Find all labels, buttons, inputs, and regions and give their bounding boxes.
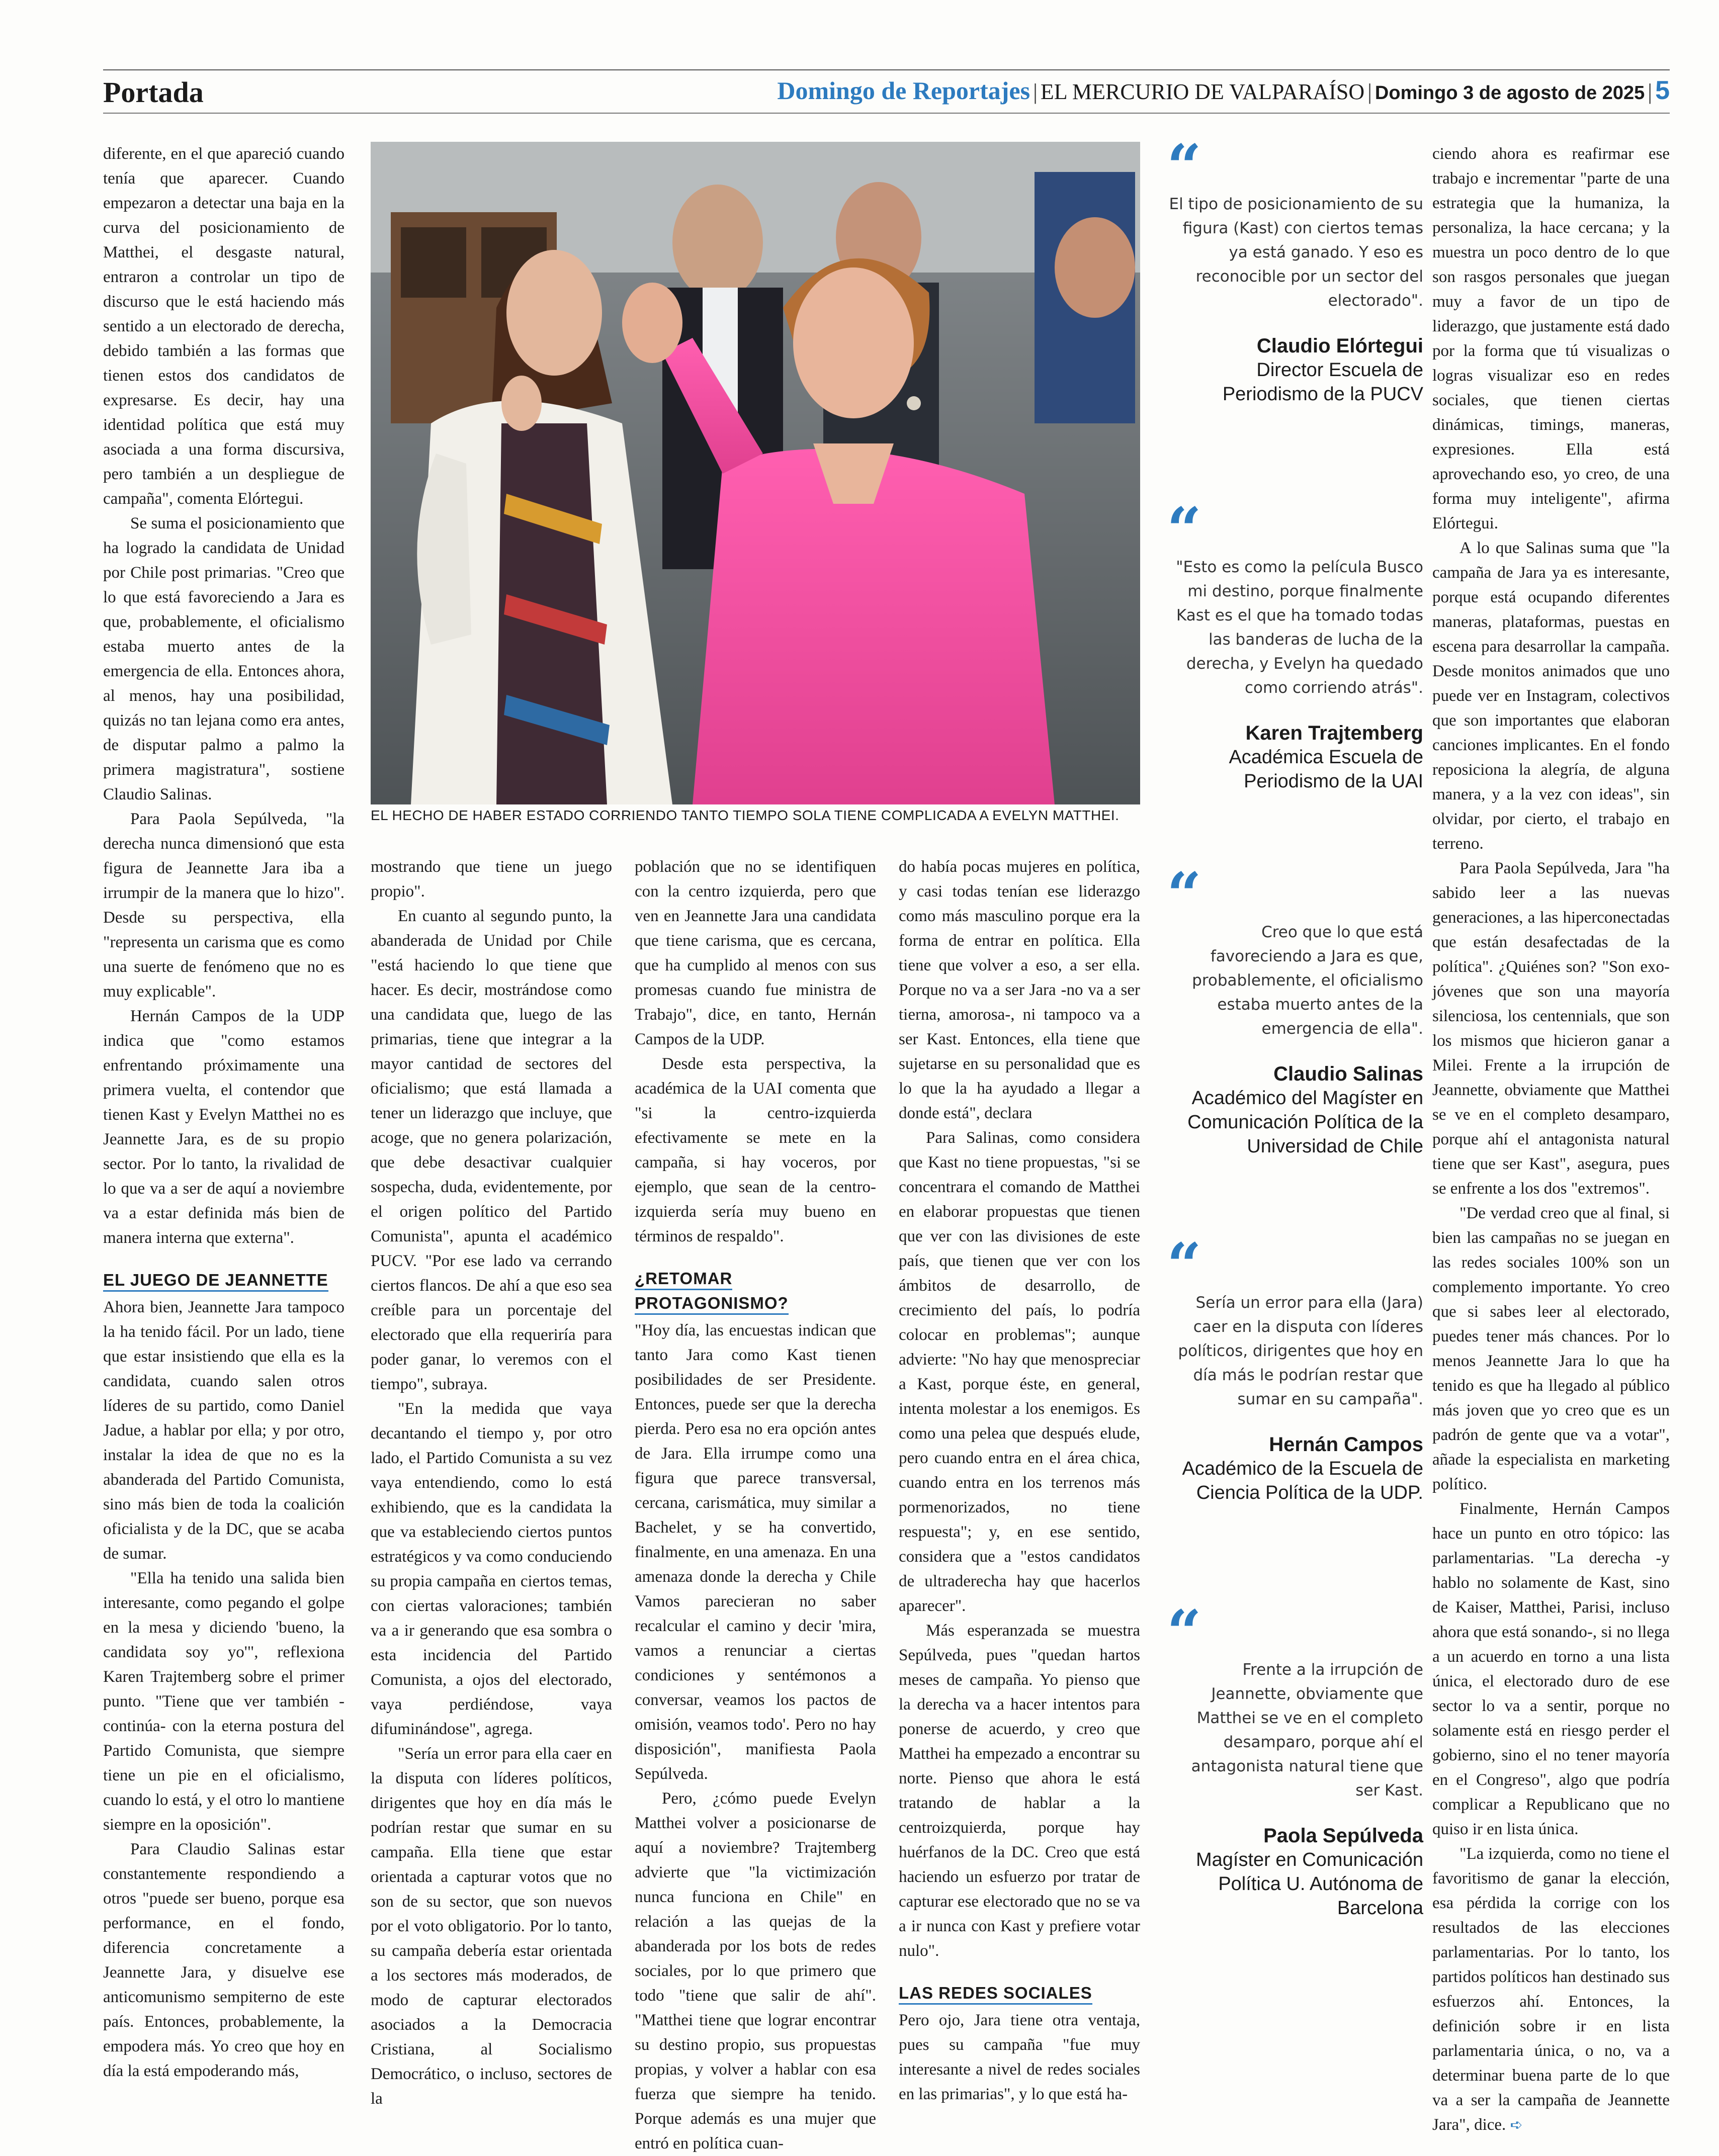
paragraph: mostrando que tiene un juego propio". (371, 858, 612, 901)
header-bottom-rule (103, 113, 1670, 114)
subheading-el-juego: EL JUEGO DE JEANNETTE (103, 1268, 345, 1292)
quote-mark-icon: “ (1167, 859, 1202, 930)
paragraph-text: "La izquierda, como no tiene el favoritismo de ganar la elección, esa pérdida la corrige con los resultados de las elecciones parlamentarias. Por lo tanto, los partidos políticos han destinado sus esfuerzos ahí. Entonces, la definición sobre ir en lista parlamentaria única, o no, va a determinar buena parte de lo que va a ser la campaña de Jeannette Jara", dice. (1432, 1845, 1670, 2134)
newspaper-name: EL MERCURIO DE VALPARAÍSO (1040, 79, 1365, 104)
paragraph: "Sería un error para ella caer en la disputa con líderes políticos, dirigentes que hoy en día más le podrían restar que sumar en su campaña. Ella tiene que estar orientada a capturar votos que no son de su sector, que son nuevos por el voto obligatorio. Por lo tanto, su campaña debería estar orientada a los sectores más moderados, de modo de capturar electorados asociados a la Democracia Cristiana, al Socialismo Democrático, o incluso, sectores de la (371, 1745, 612, 2108)
paragraph: Para Claudio Salinas estar constantemente respondiendo a otros "puede ser bueno, porque esa performance, en el fondo, diferencia concretamente a Jeannette Jara, y disuelve ese anticomunismo sempiterno de este país. Entonces, probablemente, la empodera más. Yo creo que hoy en día la está empoderando más, (103, 1840, 345, 2080)
photo-candidates-image (371, 142, 1140, 804)
paragraph: población que no se identifiquen con la centro izquierda, pero que ven en Jeannette Jara una candidata que tiene carisma, que es cercana, que ha cumplido al menos con sus promesas cuando fue ministra de Trabajo", dice, en tanto, Hernán Campos de la UDP. (635, 858, 876, 1048)
quote-text: Creo que lo que está favoreciendo a Jara es que, probablemente, el oficialismo estaba muerto antes de la emergencia de ella". (1192, 923, 1423, 1038)
paragraph: Se suma el posicionamiento que ha logrado la candidata de Unidad por Chile post primarias. "Creo que lo que está favoreciendo a Jara es que, probablemente, el oficialismo estaba muerto antes de la emergencia de ella. Entonces ahora, al menos, hay una posibilidad, quizás no tan lejana como era antes, de disputar palmo a palmo la primera magistratura", sostiene Claudio Salinas. (103, 514, 345, 803)
quote-author: Karen Trajtemberg (1245, 722, 1423, 744)
paragraph: Pero, ¿cómo puede Evelyn Matthei volver a posicionarse de aquí a noviembre? Trajtemberg advierte que "la victimización nunca funciona en Chile" en relación a las quejas de la abanderada por los bots de redes sociales, por lo que primero que todo "tiene que salir de ahí". "Matthei tiene que lograr encontrar su destino propio, sus propuestas propias, y volver a hablar con esa fuerza que siempre ha tenido. Porque además es una mujer que entró en política cuan- (635, 1789, 876, 2152)
article-column-6 (1432, 142, 1670, 2137)
quote-mark-icon: “ (1167, 1597, 1202, 1668)
paragraph: ciendo ahora es reafirmar ese trabajo e incrementar "parte de una estrategia que la humaniza, la personaliza, la hace cercana; y la muestra un poco dentro de lo que son rasgos personales que juegan muy a favor de un tipo de liderazgo, que justamente está dado por la forma que tú visualizas o logras visualizar eso en redes sociales, que tienen ciertas dinámicas, timings, maneras, expresiones. Ella está aprovechando eso, yo creo, de una forma muy inteligente", afirma Elórtegui. (1432, 145, 1670, 532)
subheading-redes-sociales: LAS REDES SOCIALES (899, 1981, 1140, 2005)
subheading-retomar-protagonismo: ¿RETOMAR PROTAGONISMO? (635, 1266, 876, 1315)
paragraph: "De verdad creo que al final, si bien las campañas no se juegan en las redes sociales 100% son un complemento importante. Yo creo que si sabes leer al electorado, puedes tener más chances. Por lo menos Jeannette Jara lo que ha tenido es que ha llegado al público más joven que yo creo que es un padrón de gente que va a votar", añade la especialista en marketing político. (1432, 1204, 1670, 1493)
paragraph: Pero ojo, Jara tiene otra ventaja, pues su campaña "fue muy interesante a nivel de redes sociales en las primarias", y lo que está ha- (899, 2011, 1140, 2103)
quote-text: Sería un error para ella (Jara) caer en la disputa con líderes políticos, dirigentes que hoy en día más le podrían restar que sumar en su campaña". (1178, 1294, 1423, 1408)
issue-date: Domingo 3 de agosto de 2025 (1374, 82, 1645, 104)
article-column-4 (899, 855, 1140, 2107)
supplement-name: Domingo de Reportajes (777, 76, 1030, 105)
quote-author-role: Magíster en Comunicación Política U. Autónoma de Barcelona (1196, 1849, 1423, 1919)
page-header (103, 64, 1670, 111)
quote-author: Paola Sepúlveda (1263, 1825, 1423, 1847)
pull-quote (1167, 494, 1423, 793)
paragraph: En cuanto al segundo punto, la abanderada de Unidad por Chile "está haciendo lo que tiene que hacer. Es decir, mostrándose como una candidata que, luego de las primarias, tiene que integrar a la mayor cantidad de sectores del oficialismo; que está llamada a tener un liderazgo que incluye, que acoge, que no genera polarización, que debe desactivar cualquier sospecha, duda, evidentemente, por el origen político del Partido Comunista", apunta el académico PUCV. "Por ese lado va cerrando ciertos flancos. De ahí a que eso sea creíble para un porcentaje del electorado que ella requeriría para poder ganar, lo veremos con el tiempo", subraya. (371, 907, 612, 1393)
quote-mark-icon: “ (1167, 1230, 1202, 1301)
article-column-2 (371, 855, 612, 2111)
paragraph: "En la medida que vaya decantando el tiempo y, por otro lado, el Partido Comunista a su vez vaya entendiendo, como lo está exhibiendo, que es la candidata la que va estableciendo ciertos puntos estratégicos y va como conduciendo su propia campaña en ciertos temas, con ciertas valoraciones; también va a ir generando que esa sombra o esta incidencia del Partido Comunista, a ojos del electorado, vaya perdiéndose, vaya difuminándose", agrega. (371, 1400, 612, 1738)
article-column-1 (103, 142, 345, 2084)
quote-text: El tipo de posicionamiento de su figura (Kast) con ciertos temas ya está ganado. Y eso es reconocible por un sector del electorado". (1169, 195, 1423, 310)
paragraph: diferente, en el que apareció cuando tenía que aparecer. Cuando empezaron a detectar una baja en la curva del posicionamiento de Matthei, el desgaste natural, entraron a controlar un tipo de discurso que le está haciendo más sentido a un electorado de derecha, debido también a las formas que tienen estos dos candidatos de expresarse. Es decir, hay una identidad política que está muy asociada a una forma discursiva, pero también a un despliegue de campaña", comenta Elórtegui. (103, 145, 345, 508)
paragraph: A lo que Salinas suma que "la campaña de Jara ya es interesante, porque está ocupando diferentes maneras, plataformas, puestas en escena para desarrollar la campaña. Desde monitos animados que uno puede ver en Instagram, colectivos que son importantes que elaboran canciones implicantes. En el fondo reposiciona la alegría, de alguna manera, y a la vez con ideas", sin olvidar, por cierto, el trabajo en terreno. (1432, 539, 1670, 853)
page-number: 5 (1655, 76, 1670, 105)
photo-caption: EL HECHO DE HABER ESTADO CORRIENDO TANTO TIEMPO SOLA TIENE COMPLICADA A EVELYN MATTHEI. (371, 807, 1120, 823)
quote-author-role: Director Escuela de Periodismo de la PUCV (1222, 360, 1423, 405)
paragraph: "Hoy día, las encuestas indican que tanto Jara como Kast tienen posibilidades de ser Presidente. Entonces, puede ser que la derecha pierda. Pero esa no era opción antes de Jara. Ella irrumpe como una figura que parece transversal, cercana, carismática, muy similar a Bachelet, y se ha convertido, finalmente, en una amenaza. En una amenaza donde la derecha y Chile Vamos parecieran no saber recalcular el camino y decir 'mira, vamos a renunciar a ciertas condiciones y sentémonos a conversar, veamos los pactos de omisión, veamos todo'. Pero no hay disposición", manifiesta Paola Sepúlveda. (635, 1321, 876, 1783)
masthead: Domingo de Reportajes | EL MERCURIO DE VALPARAÍSO | Domingo 3 de agosto de 2025 | 5 (777, 76, 1670, 105)
paragraph: Finalmente, Hernán Campos hace un punto en otro tópico: las parlamentarias. "La derecha -y hablo no solamente de Kast, sino de Kaiser, Matthei, Parisi, incluso ahora que está sonando-, si no llega a un acuerdo en torno a una lista única, el electorado duro de ese sector lo va a sentir, porque no solamente está en riesgo perder el gobierno, sino el no tener mayoría en el Congreso", algo que podría complicar a Republicano que no quiso ir en lista única. (1432, 1500, 1670, 1838)
quote-text: "Esto es como la película Busco mi destino, porque finalmente Kast es el que ha tomado todas las banderas de lucha de la derecha, y Evelyn ha quedado como corriendo atrás". (1176, 558, 1423, 697)
quote-text: Frente a la irrupción de Jeannette, obviamente que Matthei se ve en el completo desamparo, porque ahí el antagonista natural tiene que ser Kast. (1191, 1661, 1423, 1800)
quote-author: Hernán Campos (1269, 1433, 1423, 1456)
header-top-rule (103, 69, 1670, 70)
news-photo (371, 142, 1140, 804)
paragraph: "Ella ha tenido una salida bien interesante, como pegando el golpe en la mesa y diciendo 'bueno, la candidata soy yo'", reflexiona Karen Trajtemberg sobre el primer punto. "Tiene que ver también -continúa- con la eterna postura del Partido Comunista, que siempre tiene un pie en el oficialismo, cuando lo está, y el otro lo mantiene siempre en la oposición". (103, 1569, 345, 1834)
article-column-3 (635, 855, 876, 2156)
paragraph: do había pocas mujeres en política, y casi todas tenían ese liderazgo como más masculino porque era la forma de entrar en política. Ella tiene que volver a eso, a ser ella. Porque no va a ser Jara -no va a ser tierna, amorosa-, ni tampoco va a ser Kast. Entonces, ella tiene que sujetarse en su personalidad que es lo que la ha ayudado a llegar a donde está", declara (899, 858, 1140, 1122)
quote-author-role: Académico del Magíster en Comunicación Política de la Universidad de Chile (1187, 1088, 1423, 1157)
quote-author-role: Académica Escuela de Periodismo de la UAI (1229, 747, 1423, 792)
section-title: Portada (103, 76, 204, 109)
pull-quote (1167, 1597, 1423, 1920)
pull-quote (1167, 131, 1423, 406)
paragraph: Ahora bien, Jeannette Jara tampoco la ha tenido fácil. Por un lado, tiene que estar insistiendo que ella es la candidata, cuando salen otros líderes de su partido, como Daniel Jadue, a hablar por ella; y por otro, instalar la idea de que no es la abanderada del Partido Comunista, sino más bien de toda la coalición oficialista y de la DC, que se acaba de sumar. (103, 1298, 345, 1563)
quote-mark-icon: “ (1167, 131, 1202, 202)
pull-quote (1167, 1230, 1423, 1505)
pull-quote (1167, 859, 1423, 1158)
paragraph (1432, 1842, 1670, 2137)
paragraph: Hernán Campos de la UDP indica que "como estamos enfrentando próximamente una primera vuelta, el contendor que tienen Kast y Evelyn Matthei no es Jeannette Jara, es de su propio sector. Por lo tanto, la rivalidad de lo que va a ser de aquí a noviembre va a estar definida más bien de manera interna que externa". (103, 1007, 345, 1247)
paragraph: Más esperanzada se muestra Sepúlveda, pues "quedan hartos meses de campaña. Yo pienso que la derecha va a hacer intentos para ponerse de acuerdo, y creo que Matthei ha empezado a encontrar su norte. Pienso que ahora le está tratando de hablar a la centroizquierda, porque hay huérfanos de la DC. Creo que está haciendo un esfuerzo por tratar de capturar ese electorado que no se va a ir nunca con Kast y prefiere votar nulo". (899, 1622, 1140, 1960)
quote-author: Claudio Salinas (1273, 1063, 1423, 1085)
quote-author-role: Académico de la Escuela de Ciencia Política de la UDP. (1182, 1458, 1423, 1503)
paragraph: Desde esta perspectiva, la académica de la UAI comenta que "si la centro-izquierda efectivamente se mete en la campaña, si hay voceros, por ejemplo, que sean de la centro-izquierda sería muy bueno en términos de respaldo". (635, 1055, 876, 1245)
quote-mark-icon: “ (1167, 494, 1202, 565)
paragraph: Para Paola Sepúlveda, "la derecha nunca dimensionó que esta figura de Jeannette Jara iba a irrumpir de la manera que lo hizo". Desde su perspectiva, ella "representa un carisma que es como una suerte de fenómeno que no es muy explicable". (103, 810, 345, 1001)
paragraph: Para Salinas, como considera que Kast no tiene propuestas, "si se concentrara el comando de Matthei en elaborar propuestas que tienen que ver con las divisiones de este país, que tienen que ver con los ámbitos de desarrollo, de crecimiento del país, lo podría colocar en problemas"; aunque advierte: "No hay que menospreciar a Kast, porque éste, en general, intenta molestar a los enemigos. Es como una pelea que después elude, pero cuando entra en el área chica, cuando entra en los terrenos más pormenorizados, no tiene respuesta"; y, en ese sentido, considera que a "estos candidatos de ultraderecha hay que hacerlos aparecer". (899, 1129, 1140, 1615)
paragraph: Para Paola Sepúlveda, Jara "ha sabido leer a las nuevas generaciones, a las hiperconectadas que están desafectadas de la política". ¿Quiénes son? "Son exo-jóvenes que son una mayoría silenciosa, los centennials, que son los mismos que hicieron ganar a Milei. Frente a la irrupción de Jeannette, obviamente que Matthei se ve en el completo desamparo, porque ahí el antagonista natural tiene que ser Kast", asegura, pues se enfrente a los dos "extremos". (1432, 859, 1670, 1198)
continue-arrow-icon: ➪ (1510, 2116, 1523, 2134)
quote-author: Claudio Elórtegui (1256, 335, 1423, 357)
